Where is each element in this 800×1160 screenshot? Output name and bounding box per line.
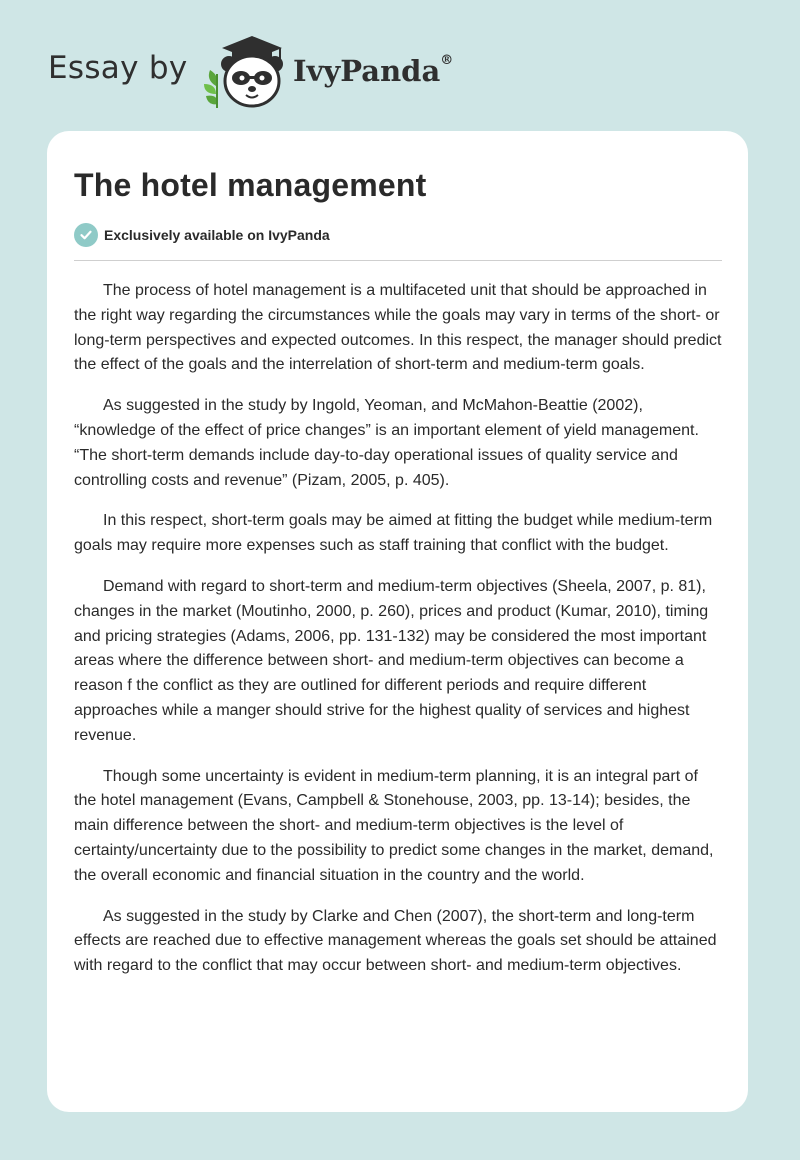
paragraph: The process of hotel management is a multifaceted unit that should be approached in the right way regarding the circumstances while the goals may vary in terms of the short- or long-term perspectives and expected outcomes. In this respect, the manager should predict the effect of the goals and the interrelation of short-term and medium-term goals. [74, 282, 722, 374]
panda-graduate-logo-icon[interactable] [202, 34, 292, 110]
paragraph: Demand with regard to short-term and medium-term objectives (Sheela, 2007, p. 81), changes in the market (Moutinho, 2000, p. 260), prices and product (Kumar, 2010), timing and pricing strategies (Adams, 2006, pp. 131-132) may be considered the most important areas where the difference between short- and medium-term objectives can become a reason f the conflict as they are outlined for different periods and require different approaches while a manger should strive for the highest quality of services and highest revenue. [74, 577, 709, 744]
brand-name[interactable] [293, 54, 453, 88]
site-header [48, 34, 508, 110]
page-title: The hotel management [74, 167, 427, 203]
check-circle-icon [74, 223, 98, 247]
paragraph: As suggested in the study by Clarke and Chen (2007), the short-term and long-term effects are reached due to effective management whereas the goals set should be attained with regard to the conflict that may occur between short- and medium-term objectives. [74, 907, 717, 975]
exclusive-badge-text: Exclusively available on IvyPanda [104, 227, 330, 243]
paragraph: As suggested in the study by Ingold, Yeoman, and McMahon-Beattie (2002), “knowledge of the effect of price changes” is an important element of yield management. “The short-term demands include day-to-day operational issues of quality service and controlling costs and revenue” (Pizam, 2005, p. 405). [74, 397, 699, 489]
paragraph: In this respect, short-term goals may be aimed at fitting the budget while medium-term goals may require more expenses such as staff training that conflict with the budget. [74, 512, 713, 555]
brand-label: IvyPanda [293, 54, 441, 88]
essay-card [47, 131, 748, 1112]
essay-by-label: Essay by [48, 50, 188, 86]
divider [74, 260, 722, 261]
essay-body [74, 279, 722, 979]
paragraph: Though some uncertainty is evident in medium-term planning, it is an integral part of the hotel management (Evans, Campbell & Stonehouse, 2003, pp. 13-14); besides, the main difference between the short- and medium-term objectives is the level of certainty/uncertainty due to the possibility to predict some changes in the market, demand, the overall economic and financial situation in the country and the world. [74, 767, 714, 884]
registered-mark: ® [440, 53, 454, 69]
exclusive-badge [74, 222, 722, 248]
